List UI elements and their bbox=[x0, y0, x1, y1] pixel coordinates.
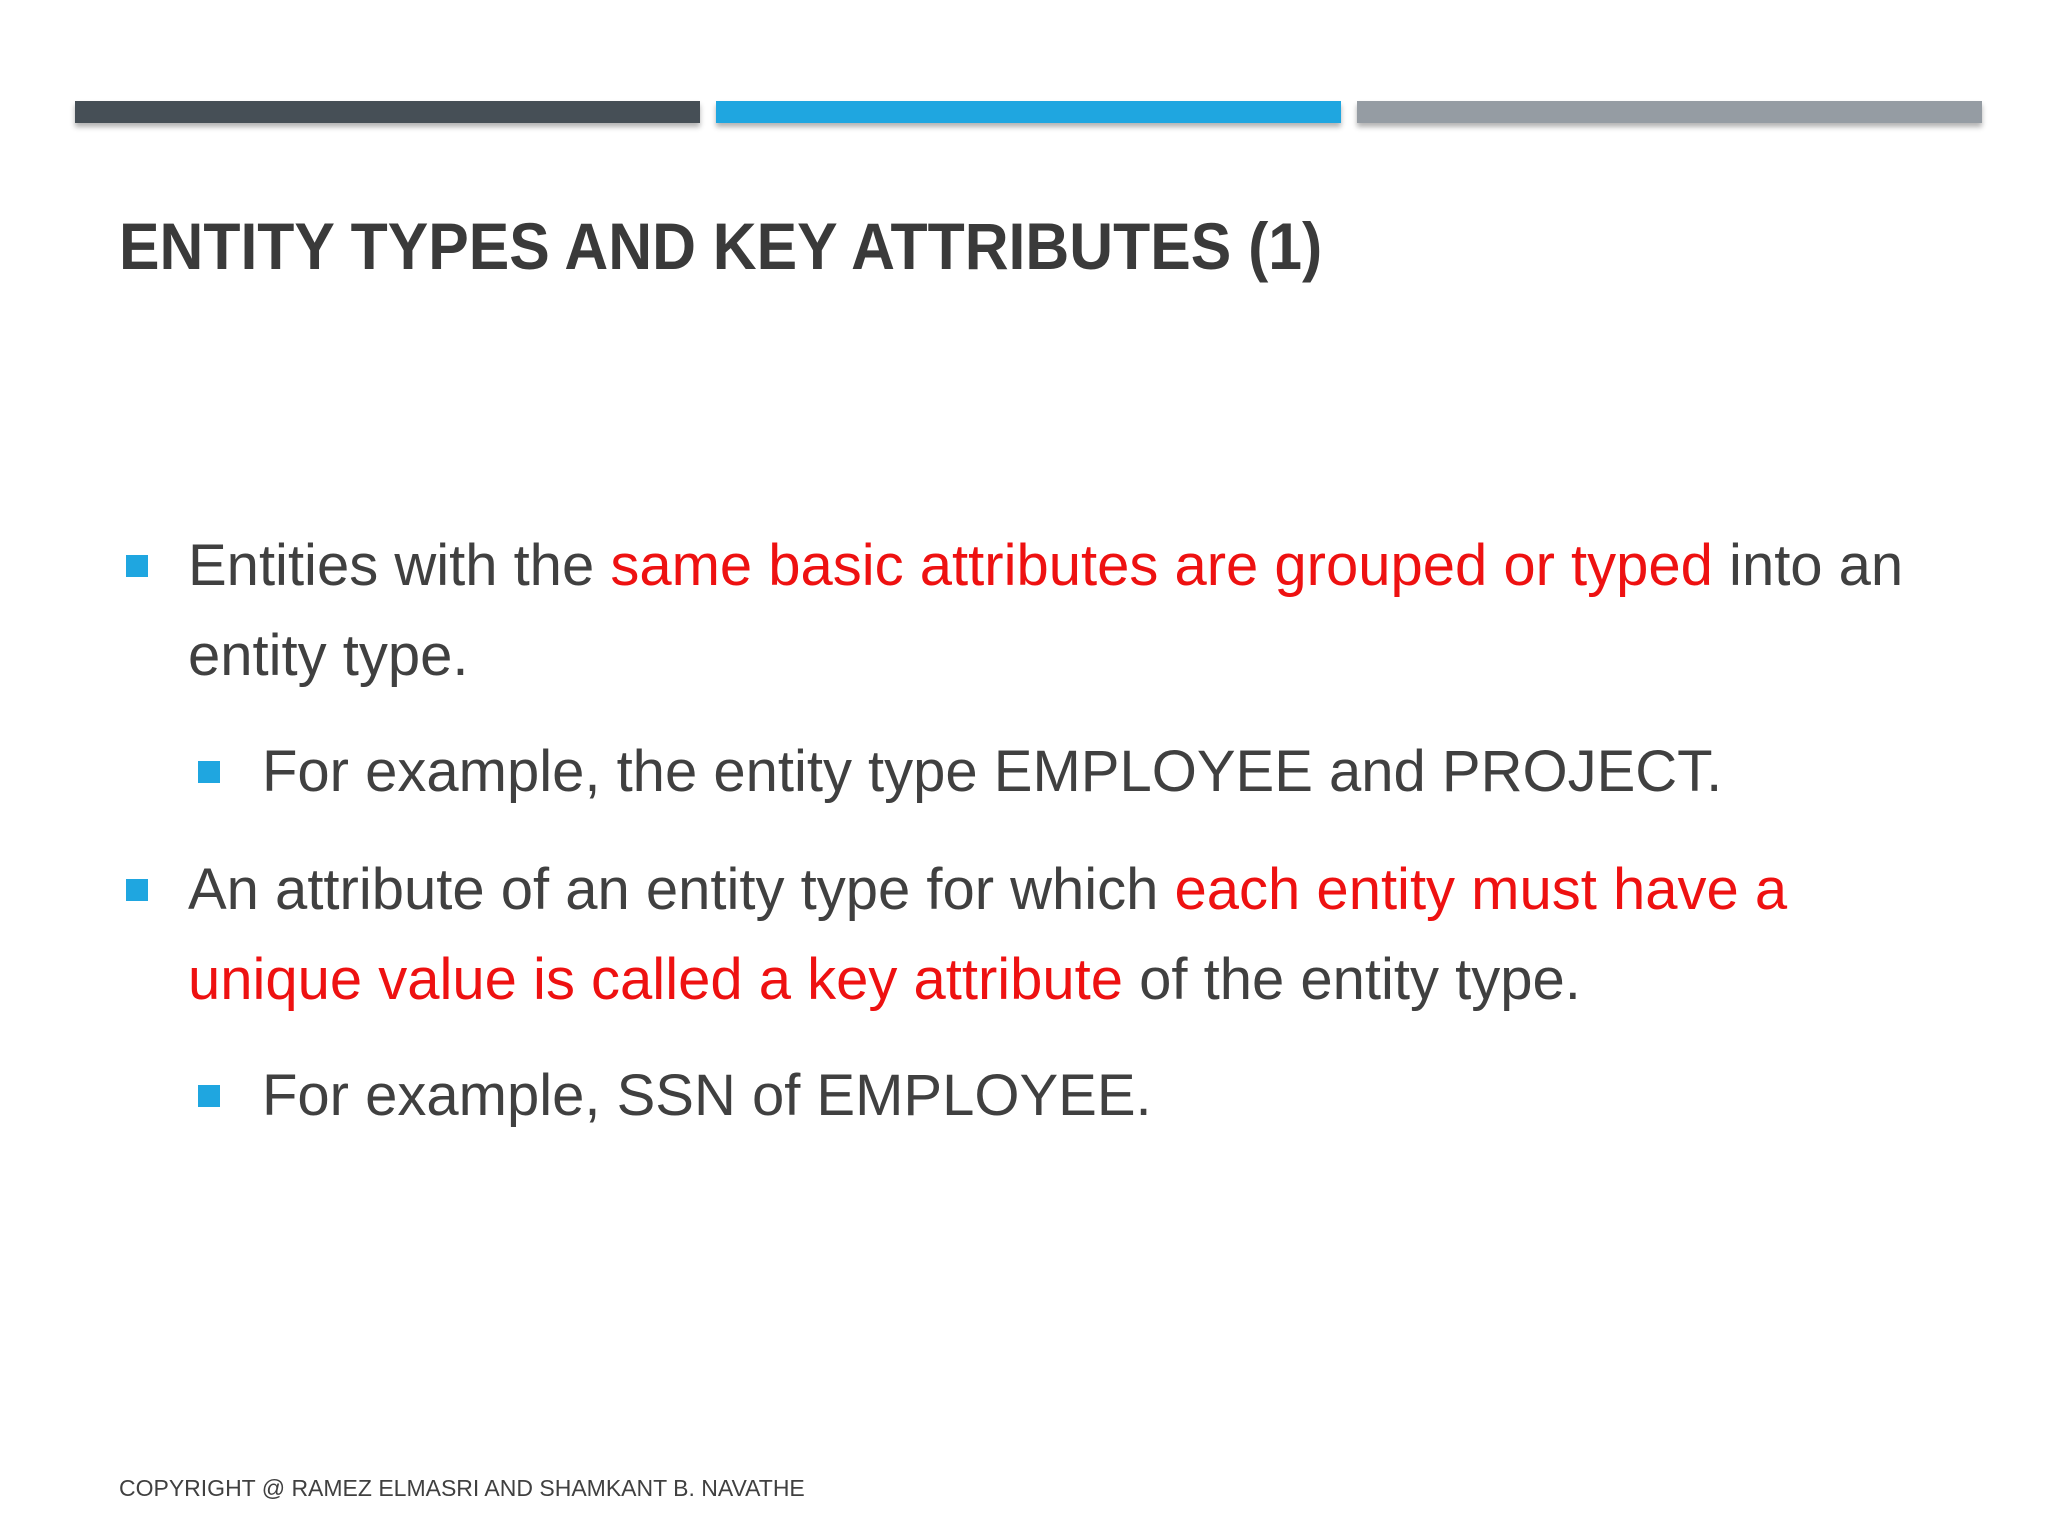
sub-bullet-text: For example, the entity type EMPLOYEE and PROJECT. bbox=[262, 739, 1723, 804]
slide-title: ENTITY TYPES AND KEY ATTRIBUTES (1) bbox=[119, 209, 1323, 283]
sub-bullet-text: For example, SSN of EMPLOYEE. bbox=[262, 1063, 1152, 1128]
bullet-highlight: each entity must have a unique value is called a key attribute bbox=[188, 857, 1788, 1012]
header-bar-gray bbox=[1357, 101, 1982, 123]
bullet-text: of the entity type. bbox=[1123, 947, 1581, 1012]
sub-bullet-item bbox=[262, 1051, 1962, 1141]
bullet-text: An attribute of an entity type for which bbox=[188, 857, 1175, 922]
bullet-text: Entities with the bbox=[188, 533, 611, 598]
bullet-item bbox=[188, 845, 1968, 1025]
square-bullet-icon bbox=[126, 555, 148, 577]
square-bullet-icon bbox=[126, 879, 148, 901]
copyright-footer: COPYRIGHT @ RAMEZ ELMASRI AND SHAMKANT B. NAVATHE bbox=[119, 1475, 805, 1501]
square-bullet-icon bbox=[198, 1085, 220, 1107]
header-bar-blue bbox=[716, 101, 1341, 123]
square-bullet-icon bbox=[198, 761, 220, 783]
sub-bullet-item bbox=[262, 727, 1962, 817]
bullet-item bbox=[188, 521, 1968, 701]
header-bar-dark bbox=[75, 101, 700, 123]
bullet-text: into an entity type. bbox=[188, 533, 1904, 688]
bullet-highlight: same basic attributes are grouped or typed bbox=[610, 533, 1713, 598]
